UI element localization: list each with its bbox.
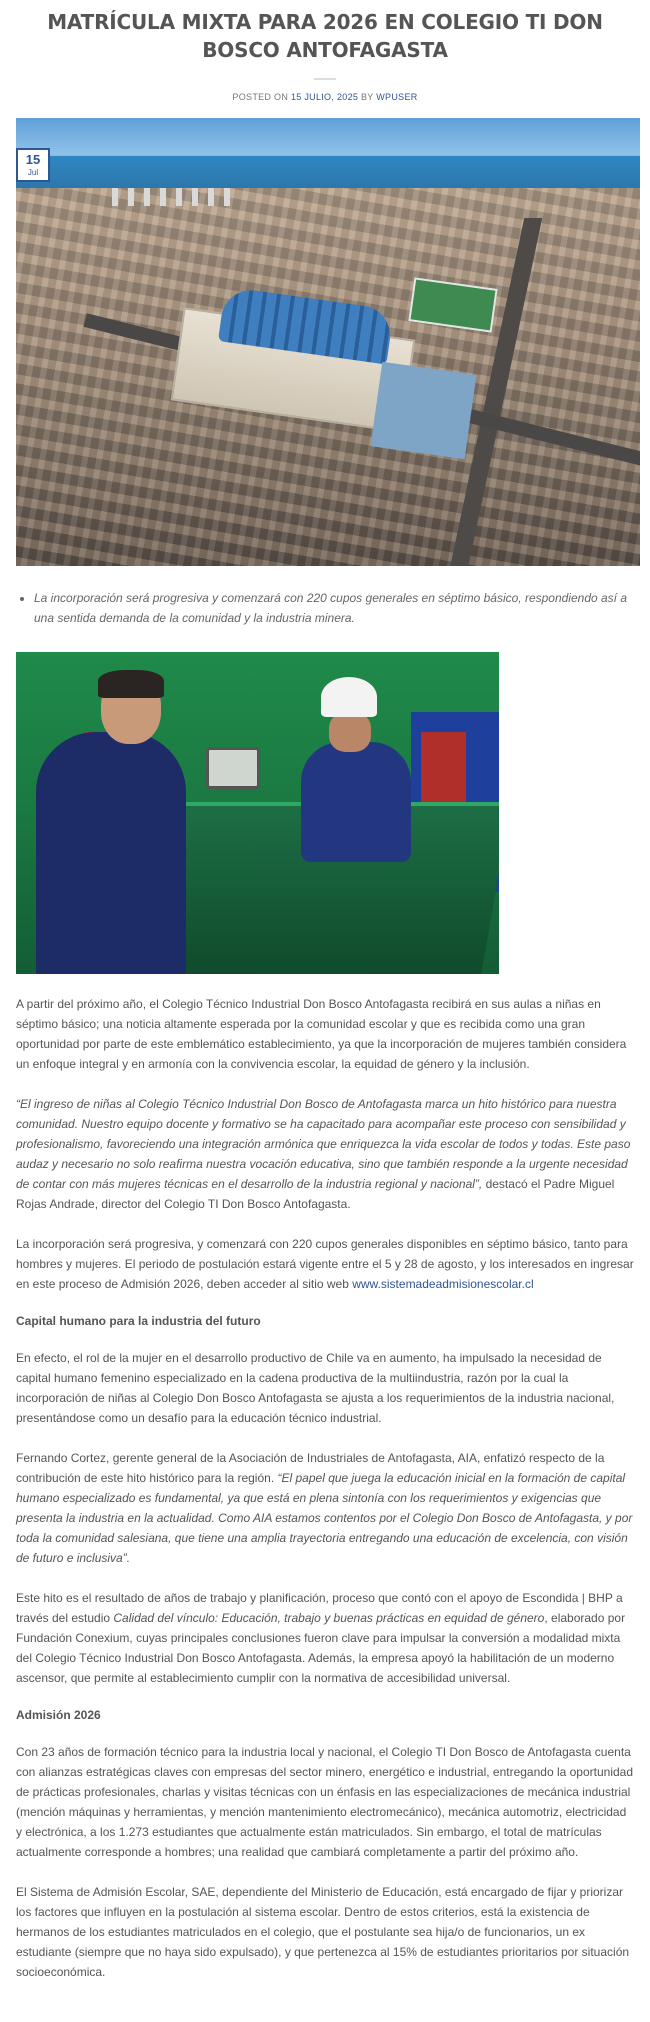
paragraph-capital-humano: En efecto, el rol de la mujer en el desarrollo productivo de Chile va en aumento, ha impulsado la necesidad de capital humano femenino especializado en la cadena productiva de la multiindustria, razón por la cual la incorporación de niñas al Colegio Don Bosco Antofagasta se ajusta a los requerimientos de la industria nacional, presentándose como un desafío para la educación técnico industrial. — [16, 1351, 615, 1425]
director-attribution: destacó el Padre Miguel Rojas Andrade, director del Colegio TI Don Bosco Antofagasta. — [16, 1177, 615, 1211]
paragraph-sae: El Sistema de Admisión Escolar, SAE, dependiente del Ministerio de Educación, está encargado de fijar y priorizar los factores que influyen en la postulación al sistema escolar. Dentro de estos criterios, está la existencia de hermanos de los estudiantes matriculados en el colegio, que el postulante sea hija/o de funcionarios, un ex estudiante (siempre que no haya sido expulsado), y que pertenezca al 15% de estudiantes prioritarios por situación socioeconómica. — [16, 1885, 630, 1979]
aia-intro: Fernando Cortez, gerente general de la Asociación de Industriales de Antofagasta, AIA, enfatizó respecto de la contribución de este hito histórico para la región. — [16, 1451, 605, 1485]
date-badge-month: Jul — [27, 168, 39, 177]
featured-image — [16, 118, 640, 566]
posted-on-label: POSTED ON — [232, 92, 289, 102]
post-date-link[interactable]: 15 JULIO, 2025 — [290, 92, 359, 102]
heading-admision-2026: Admisión 2026 — [16, 1708, 101, 1722]
study-title: Calidad del vínculo: Educación, trabajo y buenas prácticas en equidad de género — [113, 1611, 545, 1625]
paragraph-intro: A partir del próximo año, el Colegio Técnico Industrial Don Bosco Antofagasta recibirá en sus aulas a niñas en séptimo básico; una noticia altamente esperada por la comunidad escolar y que es recibida como una gran oportunidad por parte de este emblemático establecimiento, ya que la incorporación de mujeres también considera un enfoque integral y en armonía con la convivencia escolar, la equidad de género y la inclusión. — [16, 997, 627, 1071]
director-quote: “El ingreso de niñas al Colegio Técnico Industrial Don Bosco de Antofagasta marca un hito histórico para nuestra comunidad. Nuestro equipo docente y formativo se ha capacitado para acompañar este proceso con sensibilidad y profesionalismo, favoreciendo una integración armónica que enriquezca la vida escolar de todos y todas. Este paso audaz y necesario no solo reafirma nuestra vocación educativa, sino que también responde a la urgente necesidad de contar con más mujeres técnicas en el desarrollo de la industria regional y nacional”, — [16, 1097, 631, 1191]
heading-capital-humano: Capital humano para la industria del futuro — [16, 1314, 261, 1328]
students-workshop-image — [16, 652, 499, 974]
date-badge — [16, 148, 50, 182]
paragraph-aia-quote — [16, 1448, 634, 1568]
admission-text: La incorporación será progresiva, y comenzará con 220 cupos generales disponibles en séptimo básico, tanto para hombres y mujeres. El periodo de postulación estará vigente entre el 5 y 28 de agosto, y los interesados en ingresar en este proceso de Admisión 2026, deben acceder al sitio web — [16, 1237, 634, 1291]
escondida-text-a: Este hito es el resultado de años de trabajo y planificación, proceso que contó con el apoyo de Escondida | BHP a través del estudio — [16, 1591, 623, 1625]
sae-website-link[interactable]: www.sistemadeadmisionescolar.cl — [352, 1277, 534, 1291]
escondida-text-b: , elaborado por Fundación Conexium, cuyas principales conclusiones fueron clave para impulsar la conversión a modalidad mixta del Colegio Técnico Industrial Don Bosco Antofagasta. Además, la empresa apoyó la habilitación de un moderno ascensor, que permite al establecimiento cumplir con la normativa de accesibilidad universal. — [16, 1611, 626, 1685]
paragraph-admission-dates — [16, 1234, 634, 1294]
paragraph-director-quote — [16, 1094, 634, 1214]
title-divider — [314, 78, 336, 80]
date-badge-day: 15 — [25, 152, 41, 167]
paragraph-formacion: Con 23 años de formación técnico para la industria local y nacional, el Colegio TI Don Bosco de Antofagasta cuenta con alianzas estratégicas claves con empresas del sector minero, energético e industrial, entregando la oportunidad de prácticas profesionales, charlas y visitas técnicas con un énfasis en las especializaciones de mecánica industrial (mención máquinas y herramientas, y mención mantenimiento electromecánico), mecánica automotriz, electricidad y electrónica, a los 1.273 estudiantes que actualmente están matriculados. Sin embargo, el total de matrículas actualmente corresponde a hombres; una realidad que cambiará completamente a partir del próximo año. — [16, 1745, 634, 1859]
post-meta — [16, 92, 634, 102]
image-caption: • La incorporación será progresiva y comenzará con 220 cupos generales en séptimo básico, respondiendo así a una sentida demanda de la comunidad y la industria minera. — [34, 588, 634, 628]
by-label: BY — [361, 92, 374, 102]
paragraph-escondida — [16, 1588, 634, 1688]
image-caption-list — [16, 588, 634, 628]
aia-quote: “El papel que juega la educación inicial en la formación de capital humano especializado es fundamental, ya que está en plena sintonía con los requerimientos y exigencias que presenta la industria en la actualidad. Como AIA estamos contentos por el Colegio Don Bosco de Antofagasta, y por toda la comunidad salesiana, que tiene una amplia trayectoria entregando una educación de excelencia, con visión de futuro e inclusiva”. — [16, 1471, 633, 1565]
page-title: MATRÍCULA MIXTA PARA 2026 EN COLEGIO TI DON BOSCO ANTOFAGASTA — [47, 10, 603, 62]
article — [0, 8, 650, 1982]
author-link[interactable]: WPUSER — [376, 92, 418, 102]
